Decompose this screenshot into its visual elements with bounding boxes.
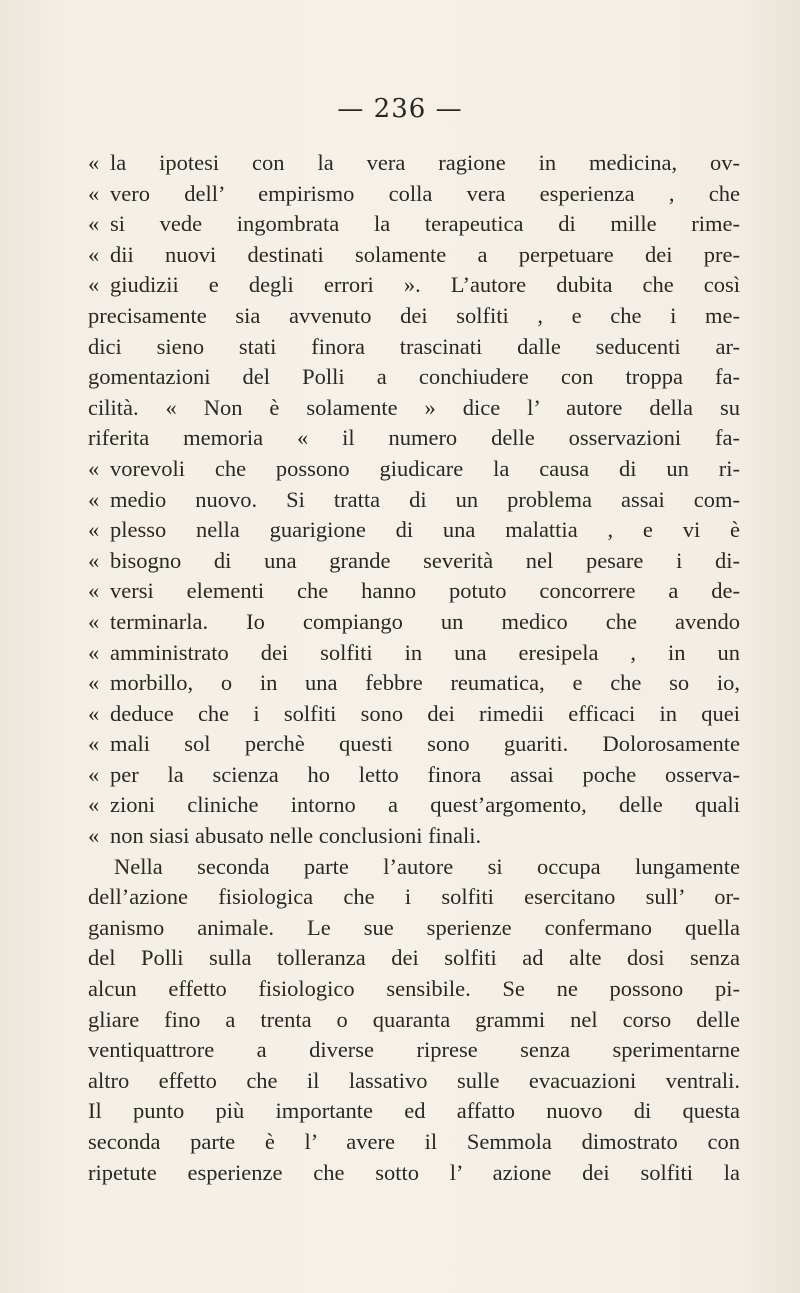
text-line: « dii nuovi destinati solamente a perpetuare dei pre- xyxy=(88,240,740,271)
text-line: ventiquattrore a diverse riprese senza sperimentarne xyxy=(88,1037,740,1063)
quote-mark: « xyxy=(88,700,100,726)
text-line: « vero dell’ empirismo colla vera esperienza , che xyxy=(88,179,740,210)
quote-mark: « xyxy=(88,578,100,604)
quote-mark: « xyxy=(88,486,100,512)
text-line: dici sieno stati finora trascinati dalle seducenti ar- xyxy=(88,333,740,359)
quote-mark: « xyxy=(88,639,100,665)
text-line: « zioni cliniche intorno a quest’argomento, delle quali xyxy=(88,790,740,821)
text-line: « deduce che i solfiti sono dei rimedii efficaci in quei xyxy=(88,699,740,730)
quote-mark: « xyxy=(88,211,100,237)
text-line: « la ipotesi con la vera ragione in medicina, ov- xyxy=(88,148,740,179)
body-text xyxy=(88,148,740,1188)
quote-mark: « xyxy=(88,547,100,573)
text-line: altro effetto che il lassativo sulle evacuazioni ventrali. xyxy=(88,1067,740,1093)
quote-mark: « xyxy=(88,670,100,696)
text-line: ripetute esperienze che sotto l’ azione dei solfiti la xyxy=(88,1159,740,1185)
text-line: « versi elementi che hanno potuto concorrere a de- xyxy=(88,576,740,607)
text-line: precisamente sia avvenuto dei solfiti , e che i me- xyxy=(88,302,740,328)
quote-mark: « xyxy=(88,517,100,543)
text-line: « terminarla. Io compiango un medico che avendo xyxy=(88,607,740,638)
quote-mark: « xyxy=(88,241,100,267)
text-line: « non siasi abusato nelle conclusioni finali. xyxy=(88,821,740,852)
text-line: gliare fino a trenta o quaranta grammi nel corso delle xyxy=(88,1006,740,1032)
text-line: Il punto più importante ed affatto nuovo di questa xyxy=(88,1098,740,1124)
text-line: « giudizii e degli errori ». L’autore dubita che così xyxy=(88,270,740,301)
text-line: alcun effetto fisiologico sensibile. Se ne possono pi- xyxy=(88,976,740,1002)
quote-mark: « xyxy=(88,608,100,634)
quote-mark: « xyxy=(88,272,100,298)
paragraph-start-line: Nella seconda parte l’autore si occupa lungamente xyxy=(114,853,740,879)
quote-mark: « xyxy=(88,792,100,818)
quote-mark: « xyxy=(88,150,100,175)
text-line: « morbillo, o in una febbre reumatica, e che so io, xyxy=(88,668,740,699)
text-line: « plesso nella guarigione di una malattia , e vi è xyxy=(88,515,740,546)
text-line: « vorevoli che possono giudicare la causa di un ri- xyxy=(88,454,740,485)
text-line: cilità. « Non è solamente » dice l’ autore della su xyxy=(88,394,740,420)
text-line: « per la scienza ho letto finora assai poche osserva- xyxy=(88,760,740,791)
text-line: dell’azione fisiologica che i solfiti esercitano sull’ or- xyxy=(88,884,740,910)
text-line: « bisogno di una grande severità nel pesare i di- xyxy=(88,546,740,577)
text-line: ganismo animale. Le sue sperienze confermano quella xyxy=(88,914,740,940)
text-line: gomentazioni del Polli a conchiudere con troppa fa- xyxy=(88,364,740,390)
text-line: « amministrato dei solfiti in una eresipela , in un xyxy=(88,638,740,669)
page-number: — 236 — xyxy=(337,94,463,124)
text-line: riferita memoria « il numero delle osservazioni fa- xyxy=(88,425,740,451)
quote-mark: « xyxy=(88,823,100,849)
text-line: seconda parte è l’ avere il Semmola dimostrato con xyxy=(88,1129,740,1154)
quote-mark: « xyxy=(88,455,100,481)
text-line: « mali sol perchè questi sono guariti. Dolorosamente xyxy=(88,729,740,760)
text-line: del Polli sulla tolleranza dei solfiti ad alte dosi senza xyxy=(88,945,740,971)
quote-mark: « xyxy=(88,731,100,757)
quote-mark: « xyxy=(88,180,100,206)
text-line: « medio nuovo. Si tratta di un problema assai com- xyxy=(88,485,740,516)
text-line: « si vede ingombrata la terapeutica di mille rime- xyxy=(88,209,740,240)
quote-mark: « xyxy=(88,761,100,787)
